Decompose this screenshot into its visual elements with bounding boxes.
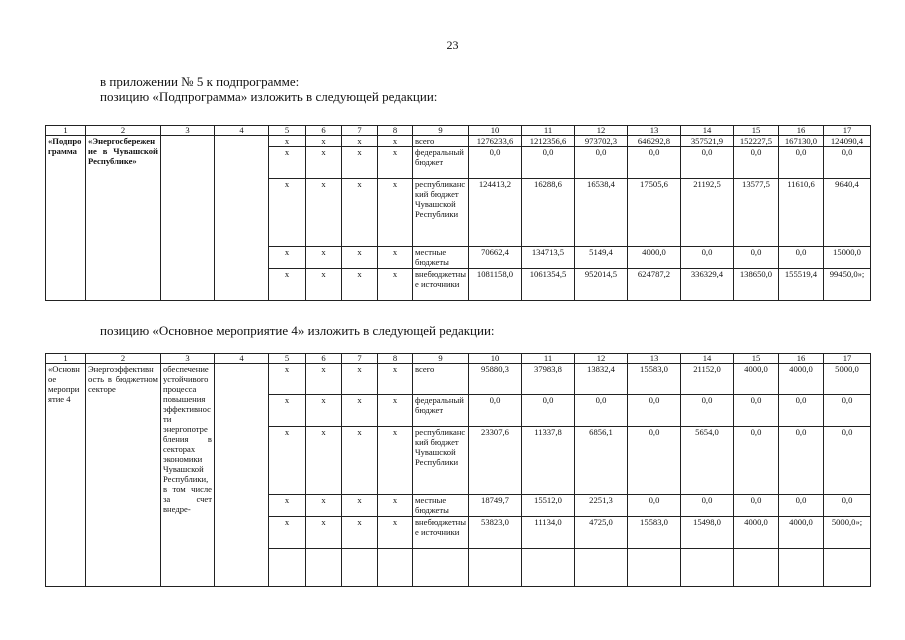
- value-cell: 124090,4: [824, 136, 871, 147]
- header-row: [46, 354, 871, 364]
- code-cell: х: [306, 147, 342, 179]
- empty-cell: [628, 549, 681, 587]
- header-cell: 4: [215, 126, 269, 136]
- value-cell: 70662,4: [469, 247, 522, 269]
- code-cell: х: [378, 147, 413, 179]
- value-cell: 21192,5: [681, 179, 734, 247]
- code-cell: х: [378, 364, 413, 395]
- value-cell: 0,0: [824, 427, 871, 495]
- main-activity-table: [45, 353, 871, 587]
- code-cell: х: [269, 247, 306, 269]
- code-cell: х: [306, 136, 342, 147]
- value-cell: 0,0: [681, 495, 734, 517]
- source-cell: республиканский бюджет Чувашской Республики: [413, 427, 469, 495]
- value-cell: 6856,1: [575, 427, 628, 495]
- value-cell: 13577,5: [734, 179, 779, 247]
- value-cell: 16288,6: [522, 179, 575, 247]
- empty-cell: [734, 549, 779, 587]
- empty-cell: [413, 549, 469, 587]
- value-cell: 4000,0: [779, 517, 824, 549]
- value-cell: 0,0: [681, 395, 734, 427]
- empty-cell: [306, 549, 342, 587]
- value-cell: 37983,8: [522, 364, 575, 395]
- header-cell: 14: [681, 126, 734, 136]
- value-cell: 0,0: [779, 395, 824, 427]
- code-cell: х: [342, 247, 378, 269]
- value-cell: 17505,6: [628, 179, 681, 247]
- source-cell: федеральный бюджет: [413, 147, 469, 179]
- value-cell: 0,0: [734, 495, 779, 517]
- value-cell: 646292,8: [628, 136, 681, 147]
- header-cell: 2: [86, 354, 161, 364]
- value-cell: 21152,0: [681, 364, 734, 395]
- header-cell: 6: [306, 354, 342, 364]
- value-cell: 0,0: [734, 247, 779, 269]
- position-name: «Подпрограмма: [46, 136, 86, 301]
- value-cell: 15583,0: [628, 364, 681, 395]
- code-cell: х: [342, 364, 378, 395]
- value-cell: 0,0: [779, 427, 824, 495]
- value-cell: 357521,9: [681, 136, 734, 147]
- header-cell: 5: [269, 354, 306, 364]
- value-cell: 0,0: [469, 147, 522, 179]
- value-cell: 15512,0: [522, 495, 575, 517]
- code-cell: х: [378, 427, 413, 495]
- subprogram-table: [45, 125, 871, 301]
- empty-cell: [161, 136, 215, 301]
- code-cell: х: [378, 179, 413, 247]
- code-cell: х: [269, 517, 306, 549]
- value-cell: 0,0: [824, 395, 871, 427]
- code-cell: х: [342, 179, 378, 247]
- code-cell: х: [269, 136, 306, 147]
- source-cell: всего: [413, 364, 469, 395]
- value-cell: 23307,6: [469, 427, 522, 495]
- value-cell: 5000,0: [824, 364, 871, 395]
- header-cell: 11: [522, 126, 575, 136]
- value-cell: 11134,0: [522, 517, 575, 549]
- code-cell: х: [378, 247, 413, 269]
- source-cell: внебюджетные источники: [413, 269, 469, 301]
- header-cell: 9: [413, 354, 469, 364]
- value-cell: 152227,5: [734, 136, 779, 147]
- value-cell: 124413,2: [469, 179, 522, 247]
- header-cell: 12: [575, 354, 628, 364]
- value-cell: 0,0: [575, 395, 628, 427]
- empty-cell: [215, 364, 269, 587]
- header-cell: 10: [469, 354, 522, 364]
- code-cell: х: [342, 269, 378, 301]
- source-cell: внебюджетные источники: [413, 517, 469, 549]
- code-cell: х: [378, 269, 413, 301]
- header-cell: 8: [378, 126, 413, 136]
- header-cell: 7: [342, 126, 378, 136]
- empty-cell: [469, 549, 522, 587]
- code-cell: х: [306, 395, 342, 427]
- position-name: «Основное мероприятие 4: [46, 364, 86, 587]
- code-cell: х: [306, 247, 342, 269]
- value-cell: 5000,0»;: [824, 517, 871, 549]
- code-cell: х: [378, 136, 413, 147]
- value-cell: 53823,0: [469, 517, 522, 549]
- source-cell: местные бюджеты: [413, 495, 469, 517]
- header-cell: 13: [628, 354, 681, 364]
- header-cell: 15: [734, 126, 779, 136]
- value-cell: 0,0: [522, 395, 575, 427]
- value-cell: 13832,4: [575, 364, 628, 395]
- code-cell: х: [269, 179, 306, 247]
- header-cell: 7: [342, 354, 378, 364]
- header-cell: 17: [824, 126, 871, 136]
- code-cell: х: [378, 495, 413, 517]
- header-cell: 6: [306, 126, 342, 136]
- value-cell: 0,0: [628, 427, 681, 495]
- header-cell: 9: [413, 126, 469, 136]
- value-cell: 155519,4: [779, 269, 824, 301]
- value-cell: 0,0: [734, 147, 779, 179]
- source-cell: федеральный бюджет: [413, 395, 469, 427]
- value-cell: 0,0: [628, 147, 681, 179]
- page-number: 23: [446, 38, 459, 52]
- value-cell: 0,0: [522, 147, 575, 179]
- value-cell: 4000,0: [734, 517, 779, 549]
- header-cell: 10: [469, 126, 522, 136]
- empty-cell: [342, 549, 378, 587]
- value-cell: 15583,0: [628, 517, 681, 549]
- value-cell: 4000,0: [779, 364, 824, 395]
- value-cell: 0,0: [779, 147, 824, 179]
- value-cell: 0,0: [779, 247, 824, 269]
- code-cell: х: [342, 136, 378, 147]
- code-cell: х: [269, 364, 306, 395]
- position-goal: обеспечение устойчивого процесса повышения эффективности энергопотребления в секторах экономики Чувашской Республики, в том числе за счет внедре-: [161, 364, 215, 587]
- code-cell: х: [378, 517, 413, 549]
- value-cell: 0,0: [681, 247, 734, 269]
- header-cell: 13: [628, 126, 681, 136]
- value-cell: 0,0: [734, 395, 779, 427]
- header-cell: 12: [575, 126, 628, 136]
- source-cell: республиканский бюджет Чувашской Республики: [413, 179, 469, 247]
- header-cell: 3: [161, 126, 215, 136]
- value-cell: 1061354,5: [522, 269, 575, 301]
- value-cell: 0,0: [469, 395, 522, 427]
- header-cell: 16: [779, 354, 824, 364]
- empty-cell: [779, 549, 824, 587]
- header-cell: 15: [734, 354, 779, 364]
- intro-line-2: позицию «Подпрограмма» изложить в следующей редакции:: [100, 89, 438, 104]
- intro-line-1: в приложении № 5 к подпрограмме:: [100, 74, 300, 89]
- value-cell: 624787,2: [628, 269, 681, 301]
- value-cell: 95880,3: [469, 364, 522, 395]
- value-cell: 5654,0: [681, 427, 734, 495]
- empty-cell: [269, 549, 306, 587]
- value-cell: 0,0: [824, 147, 871, 179]
- header-row: [46, 126, 871, 136]
- empty-cell: [522, 549, 575, 587]
- value-cell: 11337,8: [522, 427, 575, 495]
- value-cell: 9640,4: [824, 179, 871, 247]
- value-cell: 0,0: [575, 147, 628, 179]
- code-cell: х: [269, 147, 306, 179]
- table-row: [46, 364, 871, 395]
- value-cell: 167130,0: [779, 136, 824, 147]
- source-cell: местные бюджеты: [413, 247, 469, 269]
- value-cell: 134713,5: [522, 247, 575, 269]
- header-cell: 1: [46, 354, 86, 364]
- code-cell: х: [306, 364, 342, 395]
- empty-cell: [378, 549, 413, 587]
- header-cell: 11: [522, 354, 575, 364]
- header-cell: 5: [269, 126, 306, 136]
- value-cell: 0,0: [628, 495, 681, 517]
- header-cell: 14: [681, 354, 734, 364]
- value-cell: 15498,0: [681, 517, 734, 549]
- value-cell: 0,0: [681, 147, 734, 179]
- value-cell: 16538,4: [575, 179, 628, 247]
- code-cell: х: [269, 495, 306, 517]
- code-cell: х: [306, 179, 342, 247]
- value-cell: 138650,0: [734, 269, 779, 301]
- value-cell: 5149,4: [575, 247, 628, 269]
- code-cell: х: [269, 395, 306, 427]
- code-cell: х: [306, 517, 342, 549]
- source-cell: всего: [413, 136, 469, 147]
- value-cell: 0,0: [628, 395, 681, 427]
- header-cell: 4: [215, 354, 269, 364]
- value-cell: 336329,4: [681, 269, 734, 301]
- code-cell: х: [306, 269, 342, 301]
- value-cell: 2251,3: [575, 495, 628, 517]
- code-cell: х: [342, 517, 378, 549]
- value-cell: 1276233,6: [469, 136, 522, 147]
- code-cell: х: [269, 427, 306, 495]
- position-title: Энергоэффективность в бюджетном секторе: [86, 364, 161, 587]
- header-cell: 1: [46, 126, 86, 136]
- code-cell: х: [306, 427, 342, 495]
- value-cell: 1212356,6: [522, 136, 575, 147]
- value-cell: 0,0: [824, 495, 871, 517]
- code-cell: х: [378, 395, 413, 427]
- value-cell: 0,0: [779, 495, 824, 517]
- header-cell: 3: [161, 354, 215, 364]
- code-cell: х: [342, 395, 378, 427]
- value-cell: 18749,7: [469, 495, 522, 517]
- empty-cell: [681, 549, 734, 587]
- code-cell: х: [342, 427, 378, 495]
- value-cell: 11610,6: [779, 179, 824, 247]
- value-cell: 99450,0»;: [824, 269, 871, 301]
- value-cell: 952014,5: [575, 269, 628, 301]
- code-cell: х: [342, 147, 378, 179]
- header-cell: 17: [824, 354, 871, 364]
- intro-line-3: позицию «Основное мероприятие 4» изложить в следующей редакции:: [100, 323, 495, 338]
- empty-cell: [575, 549, 628, 587]
- header-cell: 8: [378, 354, 413, 364]
- code-cell: х: [269, 269, 306, 301]
- value-cell: 973702,3: [575, 136, 628, 147]
- value-cell: 15000,0: [824, 247, 871, 269]
- value-cell: 4000,0: [628, 247, 681, 269]
- value-cell: 4725,0: [575, 517, 628, 549]
- header-cell: 2: [86, 126, 161, 136]
- empty-cell: [215, 136, 269, 301]
- position-title: «Энергосбережение в Чувашской Республике»: [86, 136, 161, 301]
- code-cell: х: [306, 495, 342, 517]
- value-cell: 1081158,0: [469, 269, 522, 301]
- value-cell: 0,0: [734, 427, 779, 495]
- code-cell: х: [342, 495, 378, 517]
- empty-cell: [824, 549, 871, 587]
- table-row: [46, 136, 871, 147]
- header-cell: 16: [779, 126, 824, 136]
- value-cell: 4000,0: [734, 364, 779, 395]
